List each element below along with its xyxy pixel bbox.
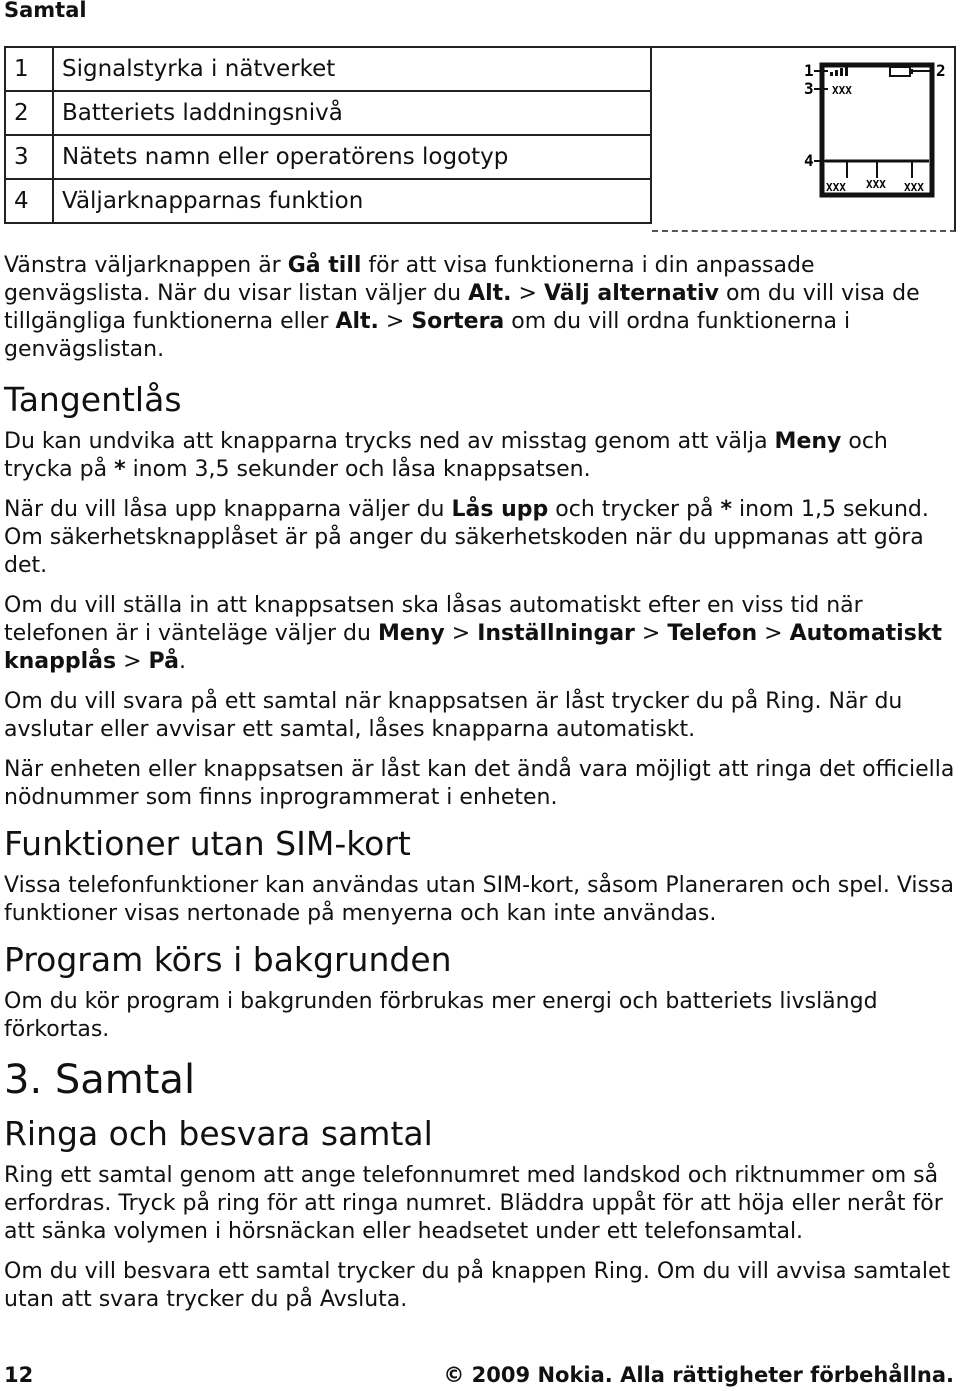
softkey-left: XXX [826,181,846,194]
chapter-heading: 3. Samtal [4,1057,196,1103]
paragraph: Om du vill ställa in att knappsatsen ska låsas automatiskt efter en viss tid när telefonen är i vänteläge väljer du Meny > Inställningar > Telefon > Automatiskt knapplås > På. [4,593,942,674]
phone-display-diagram [802,60,952,210]
marker-1: 1 [804,61,814,80]
paragraph: När enheten eller knappsatsen är låst kan det ändå vara möjligt att ringa det officiella nödnummer som finns inprogrammerat i enheten. [4,757,955,810]
section-heading-utan-sim: Funktioner utan SIM-kort [4,824,411,863]
phone-display-illustration-cell [652,46,956,232]
paragraph: När du vill låsa upp knapparna väljer du Lås upp och trycker på * inom 1,5 sekund. Om säkerhetsknapplåset är på anger du säkerhetskoden när du uppmanas att göra det. [4,497,929,578]
operator-name: XXX [832,84,852,97]
table-row [5,47,651,91]
intro-paragraph: Vänstra väljarknappen är Gå till för att visa funktionerna i din anpassade genvägslista. När du visar listan väljer du Alt. > Välj alternativ om du vill visa de tillgängliga funktionerna eller Alt. > Sortera om du vill ordna funktionerna i genvägslistan. [4,253,920,362]
copyright-notice: © 2009 Nokia. Alla rättigheter förbehållna. [443,1363,954,1387]
softkey-right: XXX [904,181,924,194]
running-header: Samtal [4,0,87,22]
page-number: 12 [4,1363,34,1387]
legend-label: Batteriets laddningsnivå [53,91,651,135]
section-heading-bakgrund: Program körs i bakgrunden [4,940,452,979]
paragraph: Om du vill svara på ett samtal när knappsatsen är låst trycker du på Ring. När du avslutar eller avvisar ett samtal, låses knapparna automatiskt. [4,689,903,742]
paragraph: Vissa telefonfunktioner kan användas utan SIM-kort, såsom Planeraren och spel. Vissa funktioner visas nertonade på menyerna och kan inte användas. [4,873,954,926]
legend-label: Nätets namn eller operatörens logotyp [53,135,651,179]
legend-table [4,46,652,224]
section-heading-tangentlas: Tangentlås [4,380,182,419]
table-row [5,91,651,135]
legend-label: Signalstyrka i nätverket [53,47,651,91]
legend-number: 1 [5,47,53,91]
table-row [5,179,651,223]
table-row [5,135,651,179]
legend-number: 2 [5,91,53,135]
display-legend-section [4,46,956,232]
paragraph: Du kan undvika att knapparna trycks ned av misstag genom att välja Meny och trycka på * inom 3,5 sekunder och låsa knappsatsen. [4,429,888,482]
legend-number: 4 [5,179,53,223]
paragraph: Ring ett samtal genom att ange telefonnumret med landskod och riktnummer om så erfordras. Tryck på ring för att ringa numret. Bläddra uppåt för att höja eller neråt för att sänka volymen i hörsnäckan eller headsetet under ett telefonsamtal. [4,1163,943,1244]
paragraph: Om du kör program i bakgrunden förbrukas mer energi och batteriets livslängd förkortas. [4,989,878,1042]
paragraph: Om du vill besvara ett samtal trycker du på knappen Ring. Om du vill avvisa samtalet utan att svara trycker du på Avsluta. [4,1259,951,1312]
marker-3: 3 [804,79,814,98]
legend-number: 3 [5,135,53,179]
marker-2: 2 [936,61,946,80]
legend-label: Väljarknapparnas funktion [53,179,651,223]
section-heading-ringa: Ringa och besvara samtal [4,1114,433,1153]
page-body [4,252,956,1326]
softkey-middle: XXX [866,178,886,191]
marker-4: 4 [804,151,814,170]
battery-icon [890,67,913,76]
